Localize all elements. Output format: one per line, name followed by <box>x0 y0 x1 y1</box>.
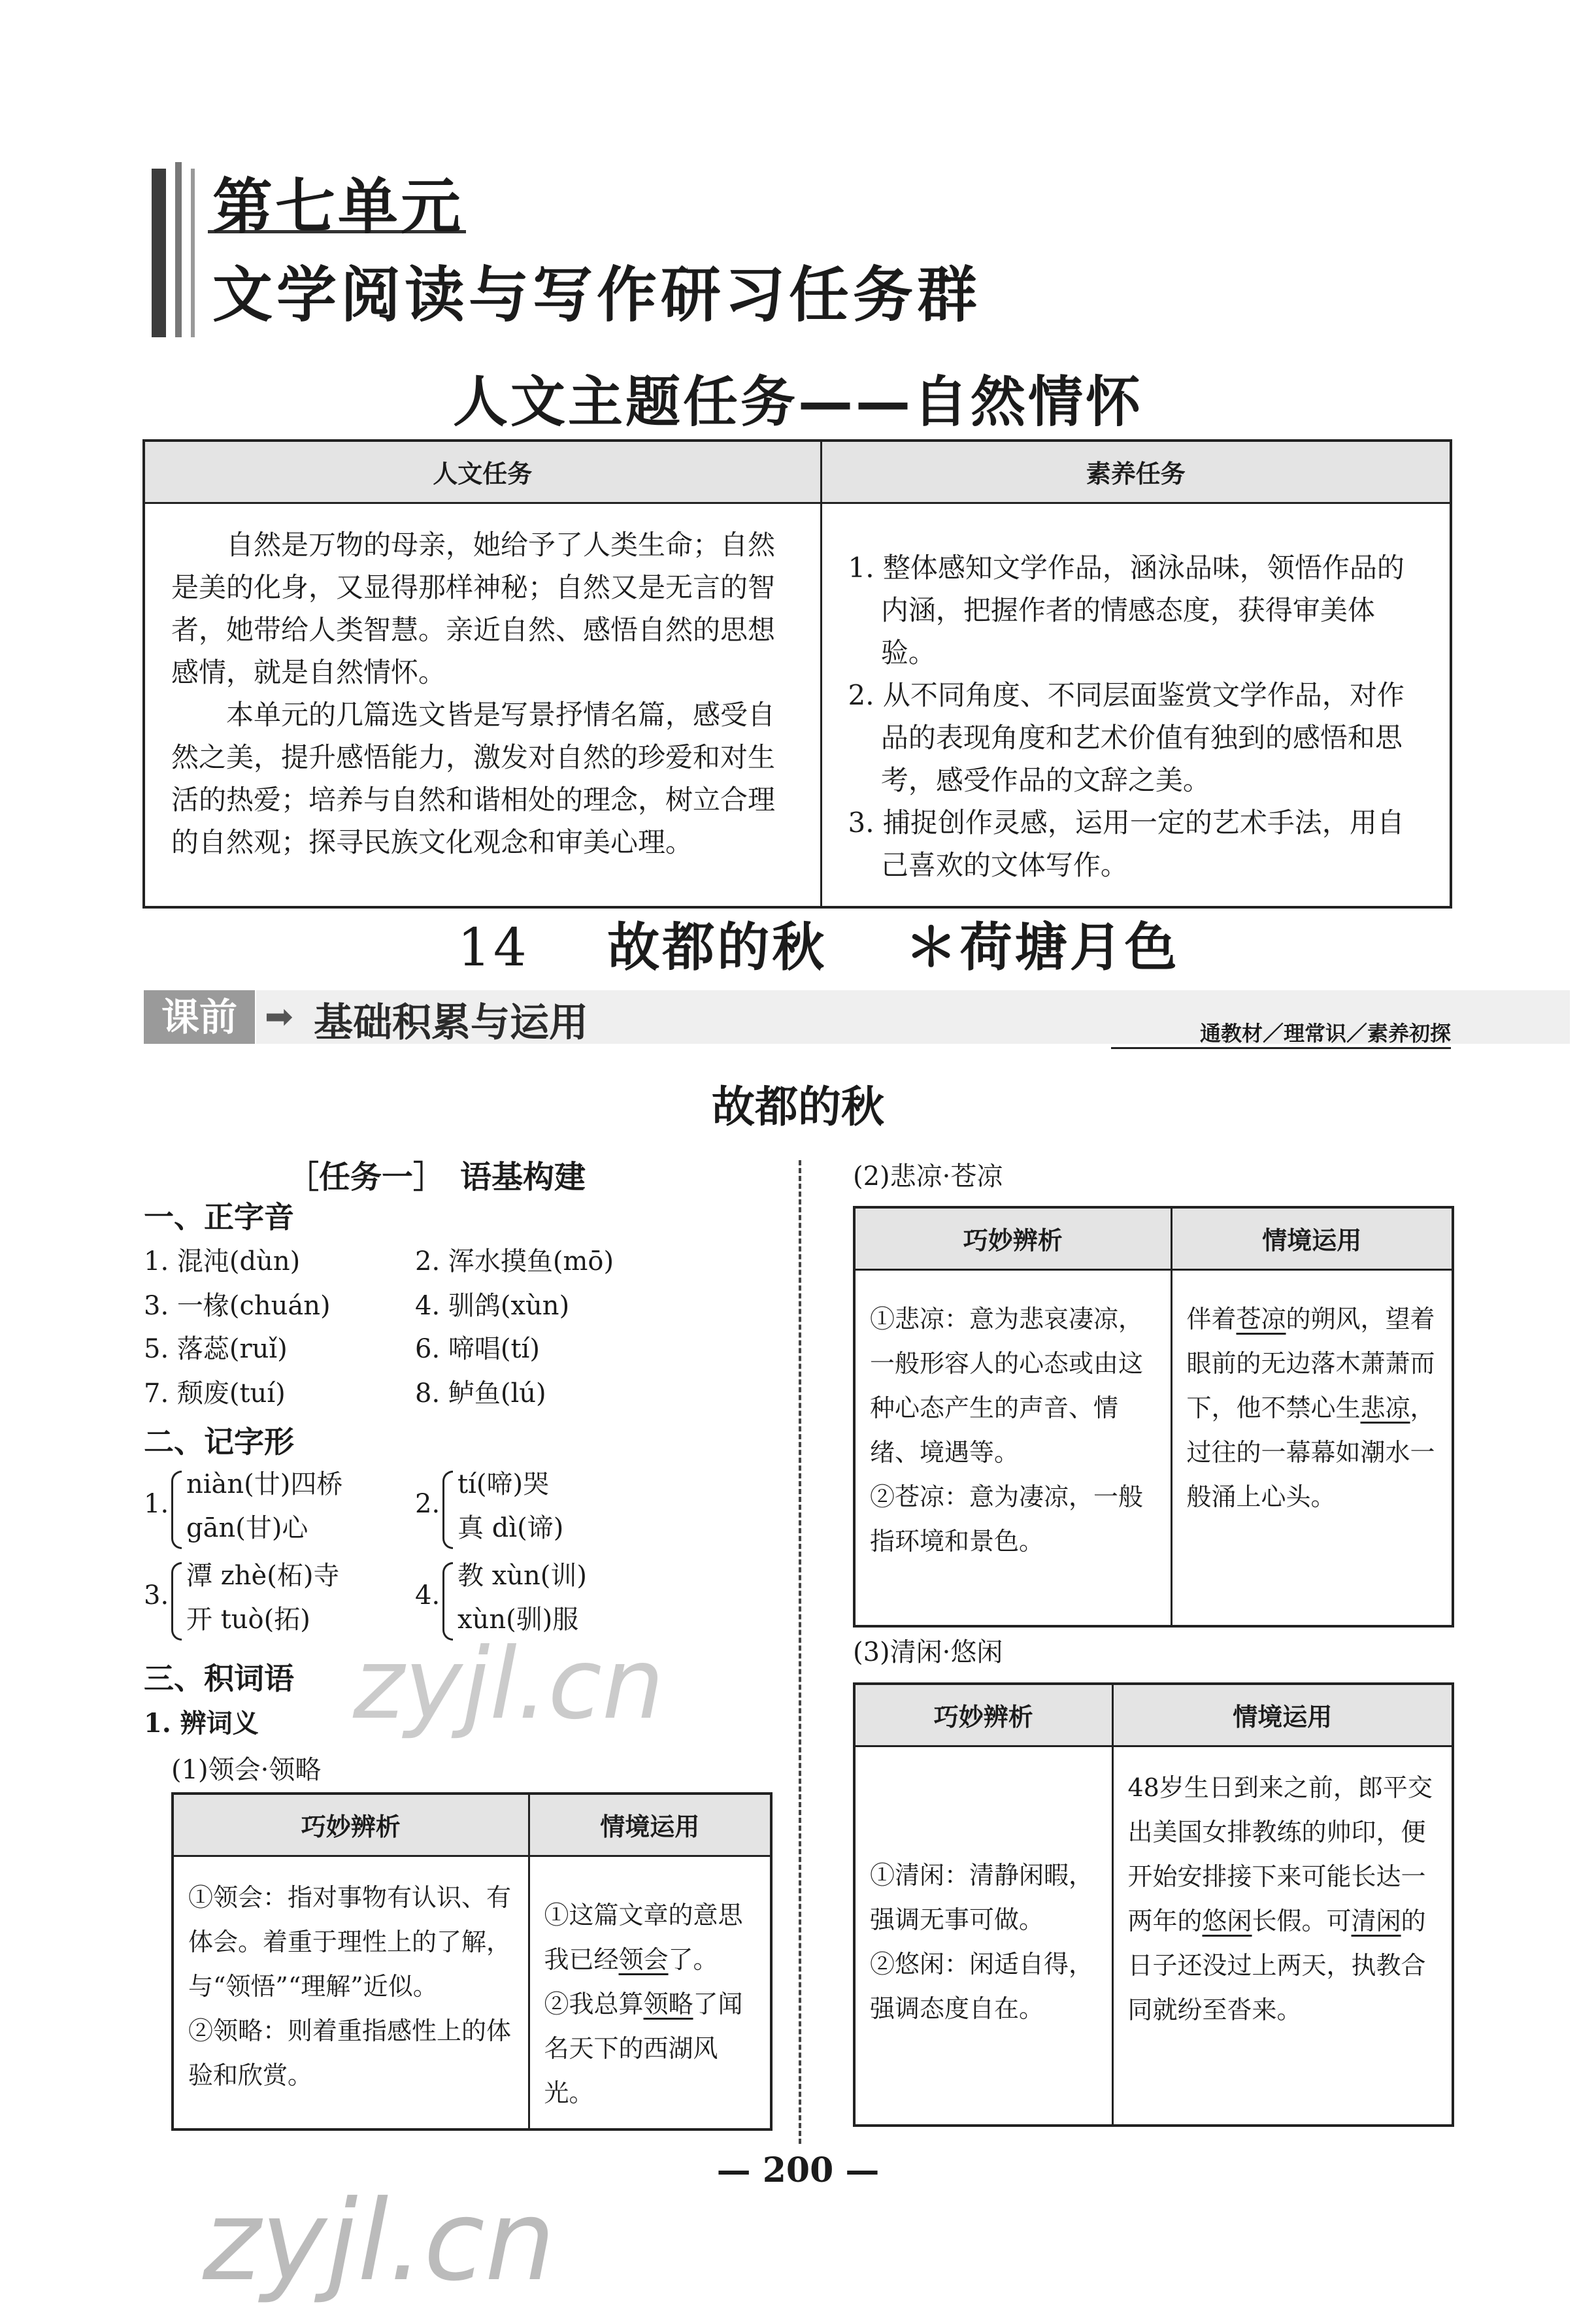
unit-title: 第七单元 <box>212 171 464 242</box>
t3-usage-c: 的日子还没过上两天，执教合同就纷至沓来。 <box>1127 1906 1426 2024</box>
glyph-1-number: 1. <box>144 1489 169 1519</box>
glyph-2-a: tí(啼)哭 <box>457 1469 550 1499</box>
brace-icon <box>171 1471 182 1549</box>
t1-usage-2-word: 领略 <box>643 1989 693 2018</box>
t1-usage-2-end: 了闻名天下的西湖风光。 <box>544 1989 743 2107</box>
vocab-pair-2: (2)悲凉·苍凉 <box>853 1161 1003 1192</box>
literacy-cell <box>821 503 1451 907</box>
vocab-table-2-analysis <box>854 1269 1171 1626</box>
vocab-heading: 三、积词语 <box>144 1661 294 1696</box>
t1-usage-2-text: ②我总算 <box>544 1989 644 2018</box>
t1-usage-2 <box>544 1982 756 2115</box>
pron-item-2: 2. 浑水摸鱼(mō) <box>415 1246 614 1277</box>
pron-item-4: 4. 驯鸽(xùn) <box>415 1291 570 1321</box>
brace-icon <box>171 1562 182 1641</box>
t1-analysis-1: ①领会：指对事物有认识、有体会。着重于理性上的了解，与“领悟”“理解”近似。 <box>188 1882 512 2001</box>
header-bar-thin-2 <box>191 169 195 337</box>
vocab-table-1 <box>171 1792 773 2131</box>
vocab-table-2 <box>853 1206 1454 1628</box>
literacy-item-3: 3. 捕捉创作灵感，运用一定的艺术手法，用自己喜欢的文体写作。 <box>848 806 1405 881</box>
vocab-table-2-usage <box>1171 1269 1453 1626</box>
glyph-1-b: gān(甘)心 <box>186 1513 308 1543</box>
watermark-1: zyjl.cn <box>353 1628 665 1741</box>
humanities-cell <box>144 503 821 907</box>
t2-usage-a: 伴着 <box>1186 1304 1237 1333</box>
unit-subtitle: 文学阅读与写作研习任务群 <box>212 259 982 330</box>
t1-usage-1-text: ①这篇文章的意思我已经 <box>544 1900 743 1974</box>
glyph-4-number: 4. <box>415 1580 441 1611</box>
vocab-table-3-col-a: 巧妙辨析 <box>854 1684 1112 1746</box>
sub-title: 故都的秋 <box>712 1082 884 1132</box>
t3-analysis-2: ②悠闲：闲适自得，强调态度自在。 <box>870 1950 1094 2024</box>
glyph-heading: 二、记字形 <box>144 1424 294 1460</box>
vocab-sub1: 1. 辨词义 <box>144 1708 259 1739</box>
pron-item-1: 1. 混沌(dùn) <box>144 1246 301 1277</box>
t2-usage-b: 的朔风，望着眼前的无边落木萧萧而下，他不禁心生 <box>1186 1304 1435 1422</box>
vocab-pair-3: (3)清闲·悠闲 <box>853 1637 1003 1667</box>
t3-analysis-1: ①清闲：清静闲暇，强调无事可做。 <box>870 1861 1094 1935</box>
t3-usage-a: 48岁生日到来之前，郎平交出美国女排教练的帅印，便开始安排接下来可能长达一两年的 <box>1127 1773 1433 1935</box>
t1-analysis-2: ②领略：则着重指感性上的体验和欣赏。 <box>188 2016 512 2090</box>
vocab-table-1-col-a: 巧妙辨析 <box>173 1794 529 1856</box>
section-title: 基础积累与运用 <box>314 1000 588 1046</box>
header-bar-thin <box>175 162 182 337</box>
pronunciation-heading: 一、正字音 <box>144 1199 294 1235</box>
glyph-1-a: niàn(廿)四桥 <box>186 1469 343 1499</box>
t2-usage-word-1: 苍凉 <box>1236 1304 1286 1333</box>
vocab-table-1-col-b: 情境运用 <box>529 1794 771 1856</box>
pron-item-6: 6. 啼唱(tí) <box>415 1334 540 1364</box>
arrow-right-icon: ➡ <box>265 997 293 1037</box>
vocab-table-1-usage <box>529 1856 771 2129</box>
vocab-table-3-col-b: 情境运用 <box>1112 1684 1453 1746</box>
humanities-paragraph-2: 本单元的几篇选文皆是写景抒情名篇，感受自然之美，提升感悟能力，激发对自然的珍爱和对生活的热爱；培养与自然和谐相处的理念，树立合理的自然观；探寻民族文化观念和审美心理。 <box>171 698 776 858</box>
t2-usage-word-2: 悲凉 <box>1360 1393 1410 1422</box>
section-rule <box>1111 1047 1451 1049</box>
section-tags: 通教材／理常识／素养初探 <box>1199 1021 1451 1046</box>
glyph-2-b: 真 dì(谛) <box>457 1513 564 1543</box>
t2-analysis-2: ②苍凉：意为凄凉，一般指环境和景色。 <box>870 1482 1144 1556</box>
vocab-table-2-col-a: 巧妙辨析 <box>854 1207 1171 1269</box>
column-divider <box>799 1160 801 2144</box>
vocab-table-3-analysis <box>854 1746 1112 2126</box>
task-table-header-literacy: 素养任务 <box>821 441 1451 503</box>
vocab-table-3 <box>853 1682 1454 2127</box>
pron-item-8: 8. 鲈鱼(lú) <box>415 1378 546 1409</box>
lesson-number: 14 <box>457 917 529 978</box>
vocab-table-1-analysis <box>173 1856 529 2129</box>
lesson-title-1: 故都的秋 <box>607 916 827 978</box>
glyph-3-a: 潭 zhè(柘)寺 <box>186 1561 340 1591</box>
t2-usage <box>1187 1297 1438 1519</box>
page-number: — 200 — <box>716 2150 880 2190</box>
task-table <box>142 439 1452 909</box>
vocab-table-2-col-b: 情境运用 <box>1171 1207 1453 1269</box>
t2-analysis-1: ①悲凉：意为悲哀凄凉，一般形容人的心态或由这种心态产生的声音、情绪、境遇等。 <box>870 1304 1144 1467</box>
task1-heading: ［任务一］ 语基构建 <box>288 1159 586 1195</box>
pron-item-7: 7. 颓废(tuí) <box>144 1378 286 1409</box>
lesson-title-2: ＊荷塘月色 <box>905 916 1180 978</box>
pron-item-5: 5. 落蕊(ruǐ) <box>144 1334 288 1364</box>
watermark-2: zyjl.cn <box>203 2177 556 2304</box>
brace-icon <box>442 1471 453 1549</box>
theme-heading: 人文主题任务——自然情怀 <box>452 370 1143 434</box>
vocab-table-3-usage <box>1112 1746 1453 2126</box>
task-table-header-humanities: 人文任务 <box>144 441 821 503</box>
header-bar-thick <box>152 169 166 337</box>
glyph-3-number: 3. <box>144 1580 169 1611</box>
t2-usage-c: ，过往的一幕幕如潮水一般涌上心头。 <box>1186 1393 1435 1511</box>
vocab-pair-1: (1)领会·领略 <box>171 1755 322 1785</box>
pron-item-3: 3. 一椽(chuán) <box>144 1291 331 1321</box>
glyph-2-number: 2. <box>415 1489 441 1519</box>
literacy-item-1: 1. 整体感知文学作品，涵泳品味，领悟作品的内涵，把握作者的情感态度，获得审美体验。 <box>848 551 1405 669</box>
t1-usage-1-word: 领会 <box>618 1945 669 1974</box>
t3-usage-word-1: 悠闲 <box>1202 1906 1252 1935</box>
t3-usage-b: 长假。可 <box>1252 1906 1352 1935</box>
t3-usage <box>1128 1765 1438 2032</box>
t1-usage-1 <box>544 1893 756 1982</box>
glyph-3-b: 开 tuò(拓) <box>186 1605 310 1635</box>
literacy-item-2: 2. 从不同角度、不同层面鉴赏文学作品，对作品的表现角度和艺术价值有独到的感悟和思考，感受作品的文辞之美。 <box>848 678 1405 796</box>
t1-usage-1-end: 了。 <box>668 1945 718 1974</box>
lesson-title <box>457 905 1180 980</box>
section-badge: 课前 <box>144 990 255 1044</box>
glyph-4-b: xùn(驯)服 <box>457 1605 579 1635</box>
t3-usage-word-2: 清闲 <box>1351 1906 1401 1935</box>
glyph-4-a: 教 xùn(训) <box>457 1561 588 1591</box>
humanities-paragraph-1: 自然是万物的母亲，她给予了人类生命；自然是美的化身，又显得那样神秘；自然又是无言的智者，她带给人类智慧。亲近自然、感悟自然的思想感情，就是自然情怀。 <box>171 528 776 688</box>
